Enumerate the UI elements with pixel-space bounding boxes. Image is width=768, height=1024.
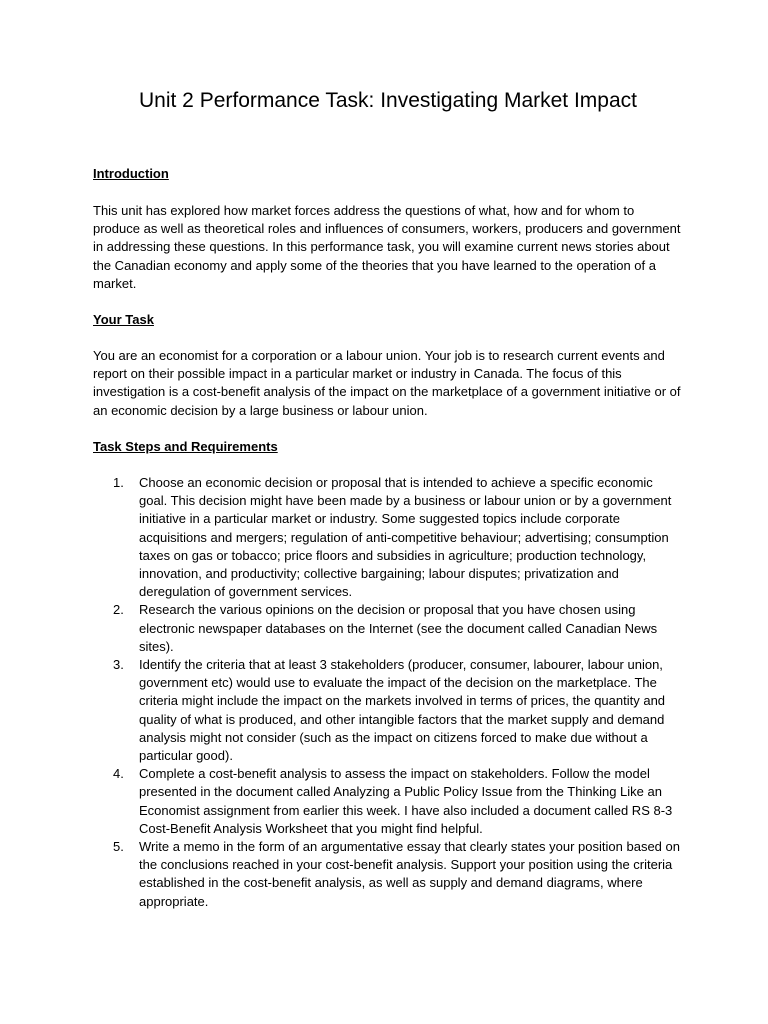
step-text: Write a memo in the form of an argumentative essay that clearly states your position based on the conclusions reached in your cost-benefit analysis. Support your position using the criteria established in the cost-benefit analysis, as well as supply and demand diagrams, where appropriate. bbox=[139, 839, 680, 909]
list-item bbox=[93, 765, 683, 838]
step-number: 1. bbox=[113, 475, 124, 490]
step-text: Research the various opinions on the decision or proposal that you have chosen using electronic newspaper databases on the Internet (see the document called Canadian News sites). bbox=[139, 602, 658, 654]
introduction-paragraph: This unit has explored how market forces address the questions of what, how and for whom to produce as well as theoretical roles and influences of consumers, workers, producers and government in addressing these questions. In this performance task, you will examine current news stories about the Canadian economy and apply some of the theories that you have learned to the operation of a market. bbox=[93, 203, 681, 291]
list-item bbox=[93, 838, 683, 911]
heading-your-task: Your Task bbox=[93, 312, 154, 327]
document-title: Unit 2 Performance Task: Investigating Market Impact bbox=[139, 89, 637, 112]
step-number: 2. bbox=[113, 602, 124, 618]
list-item bbox=[93, 474, 683, 601]
task-steps-list bbox=[93, 474, 683, 911]
step-number: 5. bbox=[113, 839, 124, 855]
your-task-paragraph: You are an economist for a corporation or a labour union. Your job is to research current events and report on their possible impact in a particular market or industry in Canada. The focus of this investigation is a cost-benefit analysis of the impact on the marketplace of a government initiative or of an economic decision by a large business or labour union. bbox=[93, 348, 681, 418]
list-item bbox=[93, 656, 683, 765]
heading-task-steps: Task Steps and Requirements bbox=[93, 439, 278, 454]
step-number: 4. bbox=[113, 766, 124, 782]
step-text: Identify the criteria that at least 3 stakeholders (producer, consumer, labourer, labour union, government etc) would use to evaluate the impact of the decision on the marketplace. The criteria might include the impact on the markets involved in terms of prices, the quantity and quality of what is produced, and other intangible factors that the market supply and demand analysis might not consider (such as the impact on citizens forced to make due without a particular good). bbox=[139, 657, 666, 764]
heading-introduction: Introduction bbox=[93, 166, 169, 181]
step-text: Choose an economic decision or proposal that is intended to achieve a specific economic goal. This decision might have been made by a business or labour union or by a government initiative in a particular market or industry. Some suggested topics include corporate acquisitions and mergers; regulation of anti-competitive behaviour; advertising; consumption taxes on gas or tobacco; price floors and subsidies in agriculture; production technology, innovation, and productivity; collective bargaining; labour disputes; privatization and deregulation of government services. bbox=[139, 475, 672, 600]
list-item bbox=[93, 601, 683, 656]
step-number: 3. bbox=[113, 657, 124, 673]
step-text: Complete a cost-benefit analysis to assess the impact on stakeholders. Follow the model presented in the document called Analyzing a Public Policy Issue from the Thinking Like an Economist assignment from earlier this week. I have also included a document called RS 8-3 Cost-Benefit Analysis Worksheet that you might find helpful. bbox=[139, 766, 673, 836]
